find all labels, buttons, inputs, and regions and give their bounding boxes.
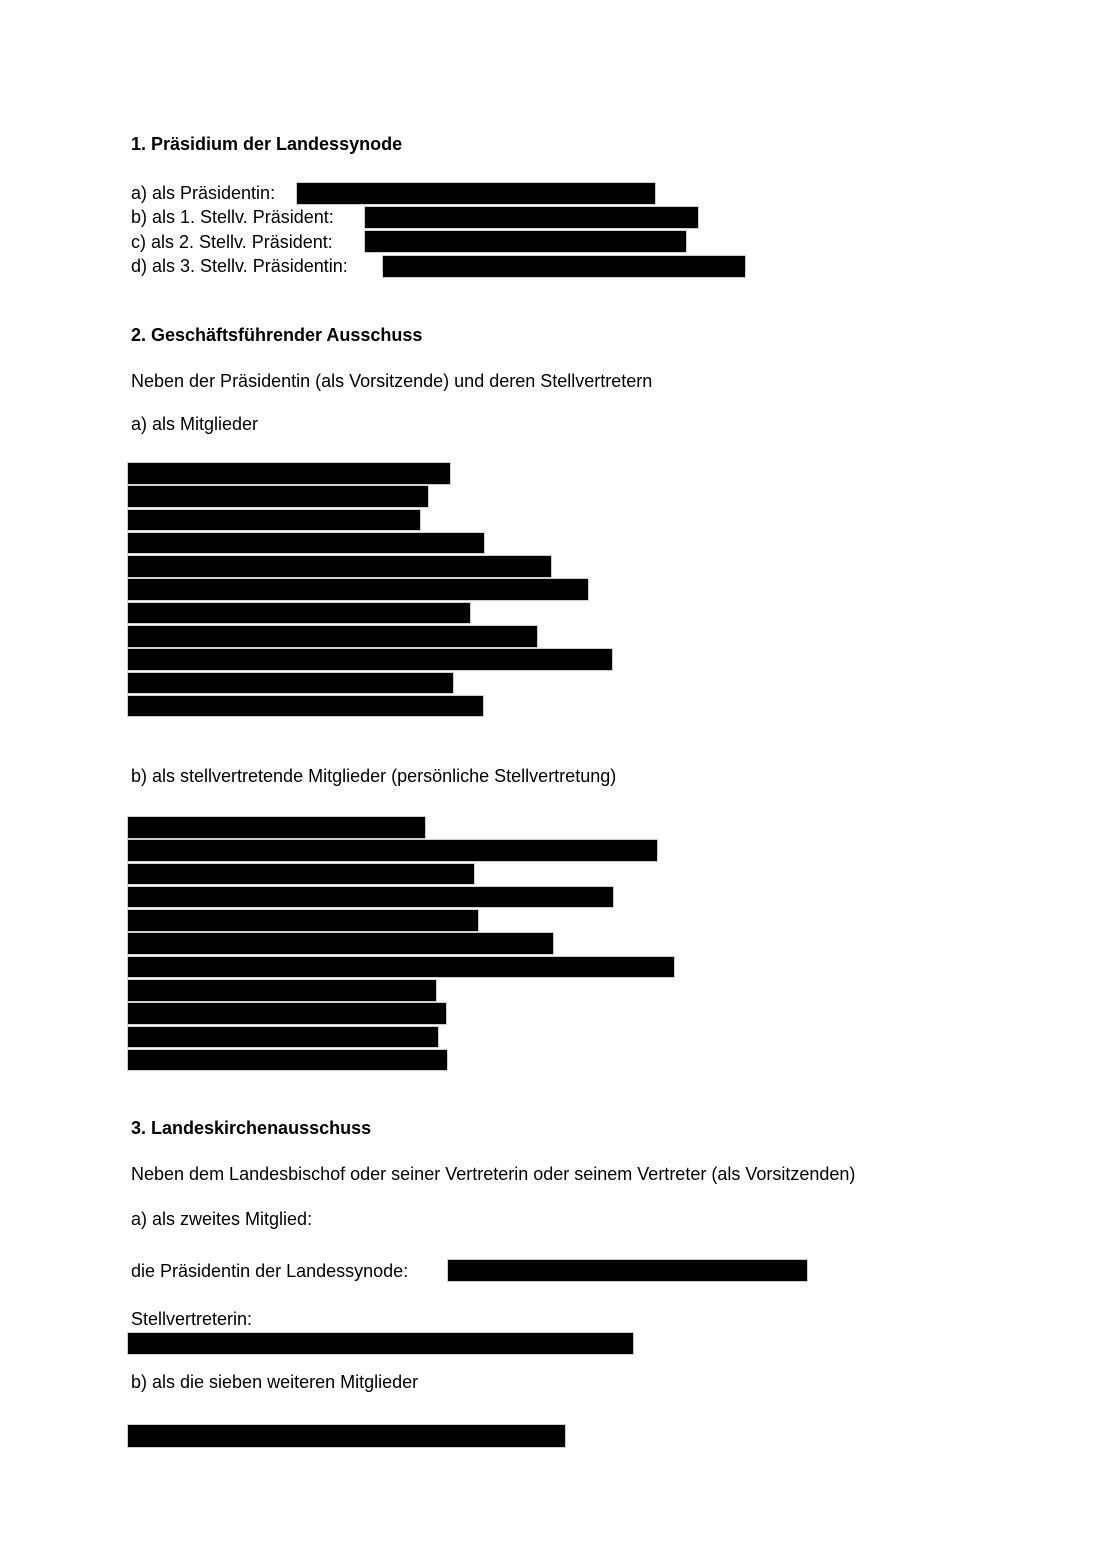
entry-label: d) als 3. Stellv. Präsidentin:	[131, 256, 348, 277]
redaction-bar	[128, 1003, 446, 1024]
redaction-bar	[128, 673, 453, 694]
redaction-bar	[128, 486, 428, 507]
redaction-bar	[128, 463, 450, 484]
redaction-bar	[128, 579, 588, 600]
president-entry-label: die Präsidentin der Landessynode:	[131, 1260, 409, 1281]
entry-label: a) als Präsidentin:	[131, 183, 276, 204]
redaction-bar	[128, 1027, 438, 1048]
redaction-bar	[383, 256, 745, 277]
labelled-entry-row	[131, 254, 745, 278]
deputies-redaction-list	[128, 817, 674, 1073]
section-3-heading: 3. Landeskirchenausschuss	[131, 1118, 372, 1138]
redaction-bar	[365, 207, 698, 228]
redaction-bar	[128, 980, 436, 1001]
labelled-entry-row	[131, 181, 745, 205]
labelled-entry-row	[131, 230, 745, 254]
entry-label: c) als 2. Stellv. Präsident:	[131, 231, 333, 252]
president-entry-row	[131, 1258, 807, 1283]
section-2-heading: 2. Geschäftsführender Ausschuss	[131, 325, 423, 345]
redaction-bar	[128, 649, 612, 670]
redaction-bar	[128, 887, 613, 908]
redaction-bar	[128, 1333, 633, 1354]
redaction-bar	[128, 910, 478, 931]
deputy-label: Stellvertreterin:	[131, 1309, 253, 1329]
redaction-bar	[128, 1050, 447, 1071]
members-subheading: a) als Mitglieder	[131, 414, 259, 434]
redaction-bar	[128, 696, 483, 717]
entry-label: b) als 1. Stellv. Präsident:	[131, 207, 334, 228]
seven-members-subheading: b) als die sieben weiteren Mitglieder	[131, 1372, 419, 1392]
redaction-bar	[365, 231, 686, 252]
redaction-bar	[128, 864, 474, 885]
section-1-heading: 1. Präsidium der Landessynode	[131, 134, 403, 154]
members-redaction-list	[128, 463, 612, 719]
redaction-bar	[128, 556, 551, 577]
redaction-bar	[128, 533, 484, 554]
second-member-subheading: a) als zweites Mitglied:	[131, 1209, 313, 1229]
redaction-bar	[297, 183, 655, 204]
redaction-bar	[128, 510, 420, 531]
section-3-intro: Neben dem Landesbischof oder seiner Vertreterin oder seinem Vertreter (als Vorsitzenden)	[131, 1164, 856, 1184]
redaction-bar	[128, 626, 537, 647]
redaction-bar	[128, 957, 674, 978]
praesidium-entry-list	[131, 181, 745, 278]
redaction-bar	[128, 603, 470, 624]
deputies-subheading: b) als stellvertretende Mitglieder (persönliche Stellvertretung)	[131, 766, 617, 786]
labelled-entry-row	[131, 205, 745, 229]
redaction-bar	[128, 933, 553, 954]
redaction-bar	[128, 817, 425, 838]
section-2-intro: Neben der Präsidentin (als Vorsitzende) und deren Stellvertretern	[131, 371, 653, 391]
redaction-bar	[128, 840, 657, 861]
redaction-bar	[448, 1260, 807, 1281]
redaction-bar	[128, 1425, 565, 1447]
